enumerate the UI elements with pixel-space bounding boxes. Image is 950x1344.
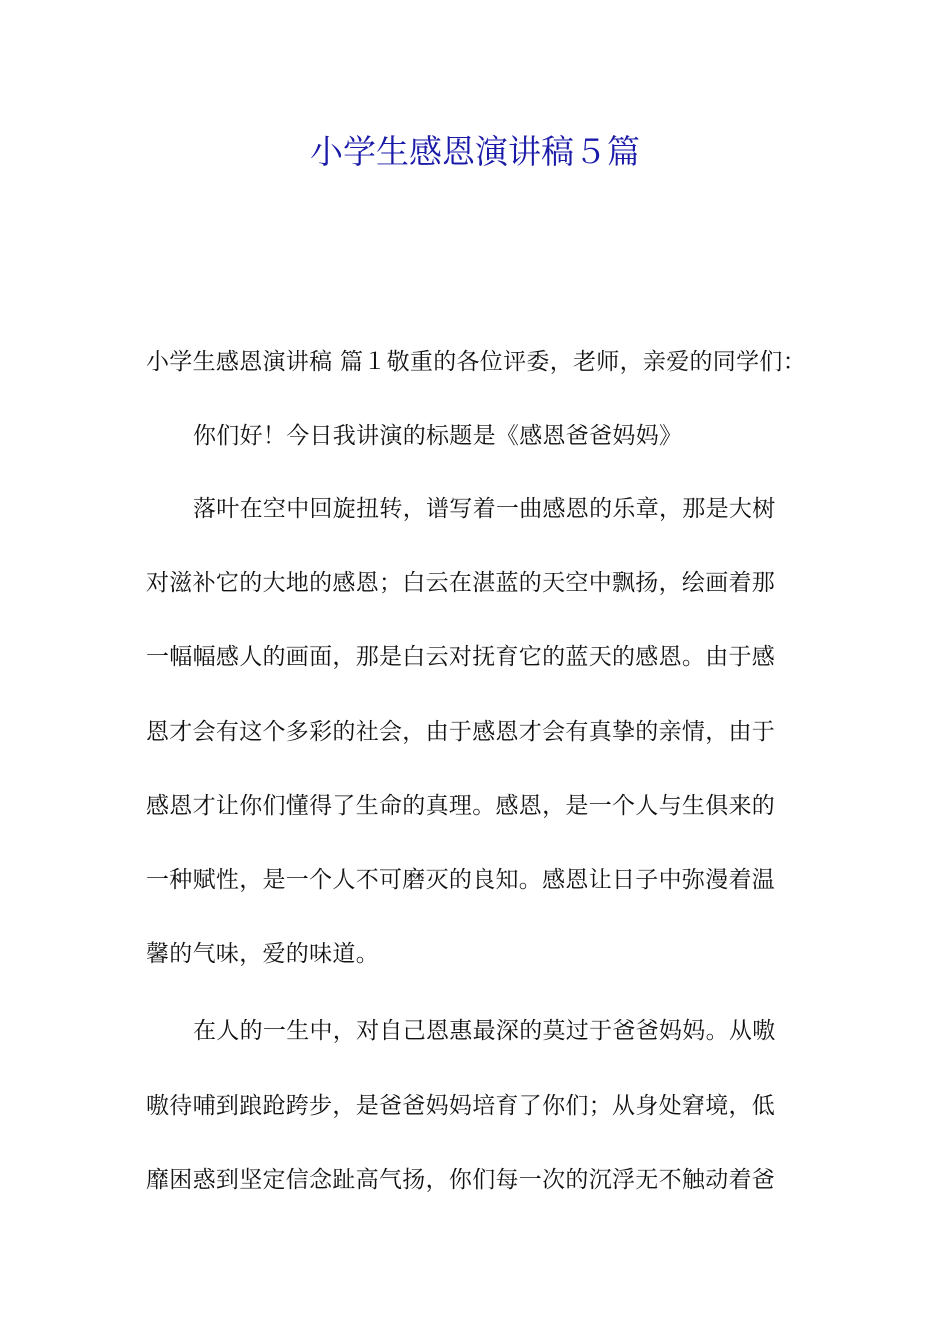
paragraph-line: 馨的气味，爱的味道。 bbox=[146, 941, 379, 967]
paragraph-line: 一种赋性，是一个人不可磨灭的良知。感恩让日子中弥漫着温 bbox=[146, 867, 776, 893]
paragraph-line: 一幅幅感人的画面，那是白云对抚育它的蓝天的感恩。由于感 bbox=[146, 644, 776, 670]
paragraph-line: 靡困惑到坚定信念趾高气扬，你们每一次的沉浮无不触动着爸 bbox=[146, 1167, 776, 1193]
paragraph-line: 落叶在空中回旋扭转，谱写着一曲感恩的乐章，那是大树 bbox=[193, 496, 776, 522]
paragraph-line: 感恩才让你们懂得了生命的真理。感恩，是一个人与生俱来的 bbox=[146, 793, 776, 819]
paragraph-line: 恩才会有这个多彩的社会，由于感恩才会有真挚的亲情，由于 bbox=[146, 719, 776, 745]
paragraph-line: 你们好！今日我讲演的标题是《感恩爸爸妈妈》 bbox=[193, 423, 683, 449]
paragraph-line: 在人的一生中，对自己恩惠最深的莫过于爸爸妈妈。从嗷 bbox=[193, 1018, 776, 1044]
document-title: 小学生感恩演讲稿５篇 bbox=[310, 132, 640, 171]
paragraph-line: 对滋补它的大地的感恩；白云在湛蓝的天空中飘扬，绘画着那 bbox=[146, 570, 776, 596]
paragraph-line: 小学生感恩演讲稿 篇１敬重的各位评委，老师，亲爱的同学们： bbox=[146, 349, 807, 375]
paragraph-line: 嗷待哺到踉跄跨步，是爸爸妈妈培育了你们；从身处窘境，低 bbox=[146, 1093, 776, 1119]
